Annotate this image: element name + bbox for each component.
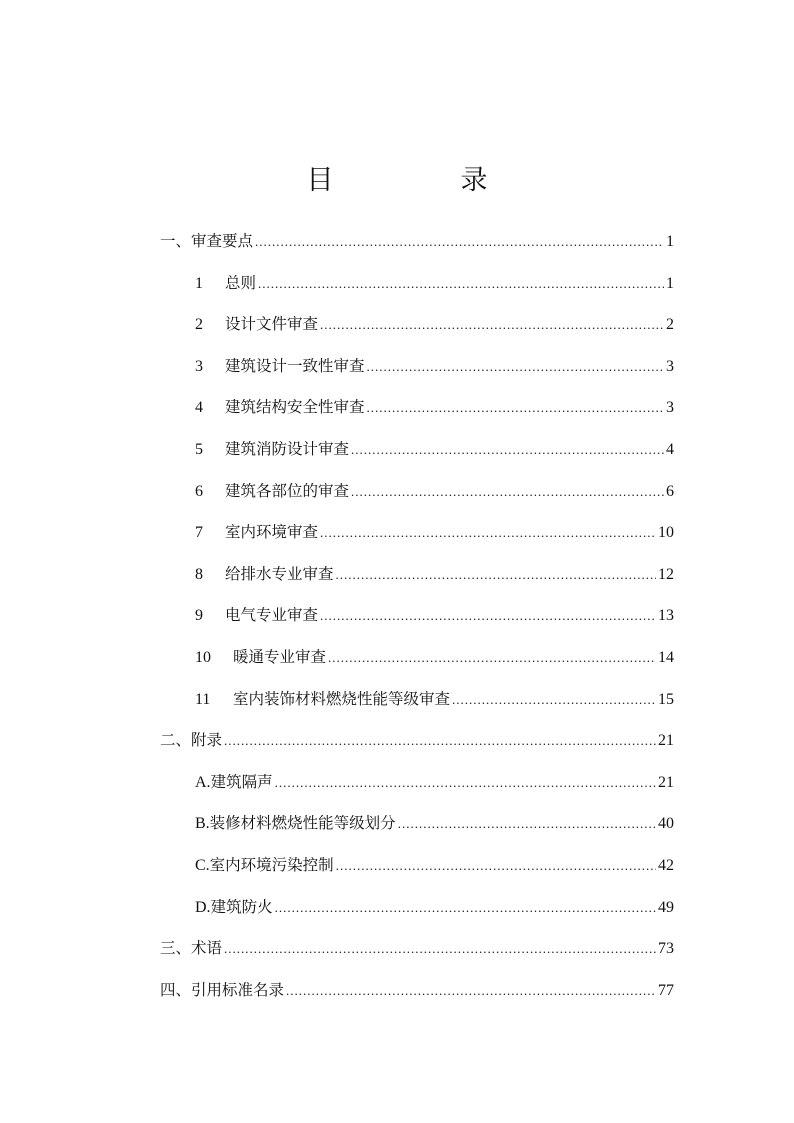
- toc-leader: [336, 562, 656, 588]
- toc-leader: [328, 645, 656, 671]
- toc-leader: [398, 811, 656, 837]
- toc-leader: [452, 687, 656, 713]
- toc-entry[interactable]: [160, 644, 674, 686]
- toc-page: 40: [658, 815, 674, 833]
- toc-entry[interactable]: [160, 353, 674, 395]
- toc-label: 室内装饰材料燃烧性能等级审查: [233, 689, 451, 708]
- toc-entry[interactable]: [160, 478, 674, 520]
- toc-number: 11: [195, 690, 211, 708]
- toc-number: A.: [195, 773, 211, 791]
- toc-page: 10: [658, 524, 674, 542]
- toc-label: 建筑隔声: [210, 772, 273, 791]
- toc-page: 1: [666, 274, 674, 292]
- table-of-contents: [160, 228, 674, 1018]
- toc-label: 装修材料燃烧性能等级划分: [209, 814, 396, 833]
- toc-number: 四、: [160, 980, 192, 999]
- toc-leader: [258, 271, 664, 297]
- toc-leader: [351, 479, 664, 505]
- toc-number: B.: [195, 815, 210, 833]
- toc-page: 21: [658, 773, 674, 791]
- toc-page: 21: [658, 732, 674, 750]
- toc-label: 室内环境审查: [225, 523, 319, 542]
- toc-entry[interactable]: [160, 394, 674, 436]
- toc-label: 电气专业审查: [225, 606, 319, 625]
- toc-label: 建筑消防设计审查: [225, 439, 350, 458]
- toc-label: 总则: [225, 273, 257, 292]
- toc-page: 1: [666, 233, 674, 250]
- toc-leader: [286, 978, 656, 1004]
- toc-number: 1: [195, 274, 203, 292]
- toc-label: 建筑结构安全性审查: [225, 398, 365, 417]
- toc-number: 2: [195, 316, 203, 334]
- toc-leader: [320, 312, 664, 338]
- toc-page: 12: [658, 565, 674, 583]
- toc-entry[interactable]: [160, 894, 674, 936]
- toc-label: 给排水专业审查: [225, 564, 334, 583]
- toc-entry[interactable]: [160, 436, 674, 478]
- toc-number: 7: [195, 524, 203, 542]
- toc-number: 6: [195, 482, 203, 500]
- toc-label: 建筑设计一致性审查: [225, 356, 365, 375]
- toc-entry[interactable]: [160, 977, 674, 1019]
- toc-entry[interactable]: [160, 519, 674, 561]
- toc-entry[interactable]: [160, 270, 674, 312]
- toc-entry[interactable]: [160, 810, 674, 852]
- toc-entry[interactable]: [160, 852, 674, 894]
- toc-leader: [367, 354, 664, 380]
- toc-number: C.: [195, 856, 210, 874]
- toc-leader: [275, 895, 656, 921]
- toc-page: 13: [658, 607, 674, 625]
- toc-entry[interactable]: [160, 935, 674, 977]
- toc-leader: [224, 936, 656, 962]
- toc-entry[interactable]: [160, 727, 674, 769]
- toc-label: 审查要点: [191, 232, 254, 250]
- toc-label: 暖通专业审查: [233, 647, 327, 666]
- toc-leader: [336, 853, 656, 879]
- toc-number: 一、: [160, 232, 192, 250]
- toc-leader: [255, 229, 664, 255]
- page-title: 目 录: [306, 165, 538, 197]
- toc-entry[interactable]: [160, 311, 674, 353]
- toc-leader: [351, 437, 664, 463]
- toc-leader: [320, 603, 656, 629]
- toc-page: 3: [666, 357, 674, 375]
- toc-page: 49: [658, 898, 674, 916]
- toc-label: 建筑各部位的审查: [225, 481, 350, 500]
- toc-number: 8: [195, 565, 203, 583]
- toc-page: 42: [658, 856, 674, 874]
- toc-page: 6: [666, 482, 674, 500]
- toc-page: 2: [666, 316, 674, 334]
- toc-number: 三、: [160, 939, 192, 958]
- toc-page: 14: [658, 648, 674, 666]
- toc-page: 15: [658, 690, 674, 708]
- toc-label: 附录: [191, 731, 223, 750]
- toc-number: 9: [195, 607, 203, 625]
- toc-label: 引用标准名录: [191, 980, 285, 999]
- toc-number: 4: [195, 399, 203, 417]
- toc-label: 设计文件审查: [225, 315, 319, 334]
- toc-page: 73: [658, 940, 674, 958]
- toc-number: D.: [195, 898, 211, 916]
- toc-label: 室内环境污染控制: [209, 855, 334, 874]
- toc-entry[interactable]: [160, 228, 674, 270]
- toc-page: 77: [658, 981, 674, 999]
- toc-entry[interactable]: [160, 602, 674, 644]
- toc-leader: [320, 520, 656, 546]
- toc-entry[interactable]: [160, 769, 674, 811]
- toc-leader: [224, 728, 656, 754]
- toc-leader: [275, 770, 656, 796]
- toc-number: 3: [195, 357, 203, 375]
- toc-number: 10: [195, 648, 211, 666]
- toc-leader: [367, 395, 664, 421]
- toc-page: 4: [666, 440, 674, 458]
- toc-page: 3: [666, 399, 674, 417]
- toc-entry[interactable]: [160, 686, 674, 728]
- toc-label: 建筑防火: [210, 897, 273, 916]
- toc-number: 二、: [160, 731, 192, 750]
- toc-entry[interactable]: [160, 561, 674, 603]
- toc-label: 术语: [191, 939, 223, 958]
- toc-number: 5: [195, 440, 203, 458]
